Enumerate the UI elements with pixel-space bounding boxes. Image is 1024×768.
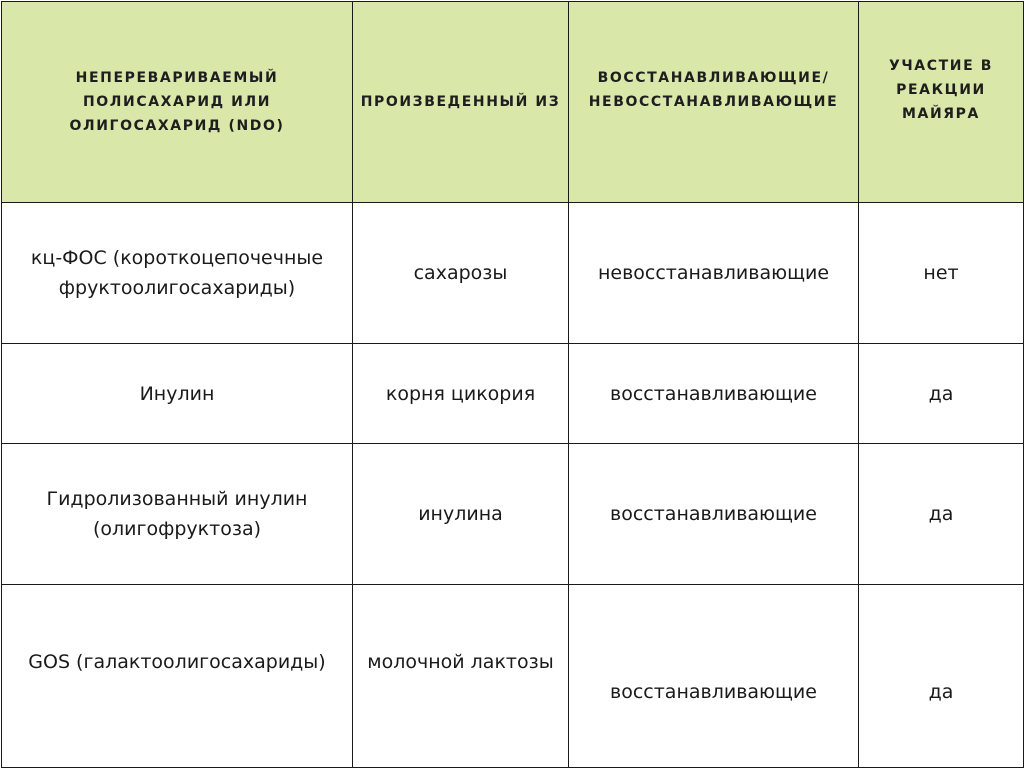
cell-text: восстанавливающие — [610, 503, 817, 525]
cell-maillard — [859, 444, 1024, 585]
table-header — [2, 2, 1024, 203]
cell-text: нет — [923, 262, 959, 284]
header-maillard-label: УЧАСТИЕ В РЕАКЦИИ МАЙЯРА — [889, 58, 993, 122]
cell-text: да — [928, 681, 954, 703]
cell-source — [353, 444, 569, 585]
cell-text: кц-ФОС (короткоцепочечные фруктоолигосахариды) — [30, 247, 324, 299]
header-row — [2, 2, 1024, 203]
cell-source — [353, 203, 569, 344]
cell-reducing — [569, 203, 859, 344]
cell-text: GOS (галактоолигосахариды) — [28, 651, 326, 673]
table-row — [2, 585, 1024, 768]
cell-source — [353, 344, 569, 444]
cell-text: невосстанавливающие — [597, 262, 830, 284]
cell-text: восстанавливающие — [610, 382, 817, 405]
header-source — [353, 2, 569, 203]
header-ndo — [2, 2, 353, 203]
cell-ndo — [2, 585, 353, 768]
cell-source — [353, 585, 569, 768]
header-reducing-label: ВОССТАНАВЛИВАЮЩИЕ/ НЕВОССТАНАВЛИВАЮЩИЕ — [588, 70, 839, 110]
header-reducing — [569, 2, 859, 203]
cell-maillard — [859, 344, 1024, 444]
cell-ndo — [2, 444, 353, 585]
cell-text: да — [928, 382, 954, 405]
cell-text: да — [928, 503, 954, 525]
table-row — [2, 344, 1024, 444]
table-row — [2, 444, 1024, 585]
cell-text: Гидролизованный инулин (олигофруктоза) — [46, 488, 308, 540]
cell-text: молочной лактозы — [367, 651, 554, 673]
cell-text: сахарозы — [413, 262, 508, 284]
header-source-label: ПРОИЗВЕДЕННЫЙ ИЗ — [360, 94, 561, 110]
cell-text: корня цикория — [385, 382, 536, 405]
ndo-table — [1, 1, 1024, 768]
table-body — [2, 203, 1024, 768]
cell-ndo — [2, 203, 353, 344]
table-row — [2, 203, 1024, 344]
cell-text: инулина — [418, 503, 503, 525]
cell-ndo — [2, 344, 353, 444]
cell-text: Инулин — [139, 382, 215, 405]
cell-reducing — [569, 585, 859, 768]
cell-reducing — [569, 444, 859, 585]
cell-maillard — [859, 585, 1024, 768]
header-maillard — [859, 2, 1024, 203]
cell-maillard — [859, 203, 1024, 344]
cell-text: восстанавливающие — [610, 681, 817, 703]
header-ndo-label: НЕПЕРЕВАРИВАЕМЫЙ ПОЛИСАХАРИД ИЛИ ОЛИГОСАХАРИД (NDO) — [69, 70, 285, 134]
cell-reducing — [569, 344, 859, 444]
